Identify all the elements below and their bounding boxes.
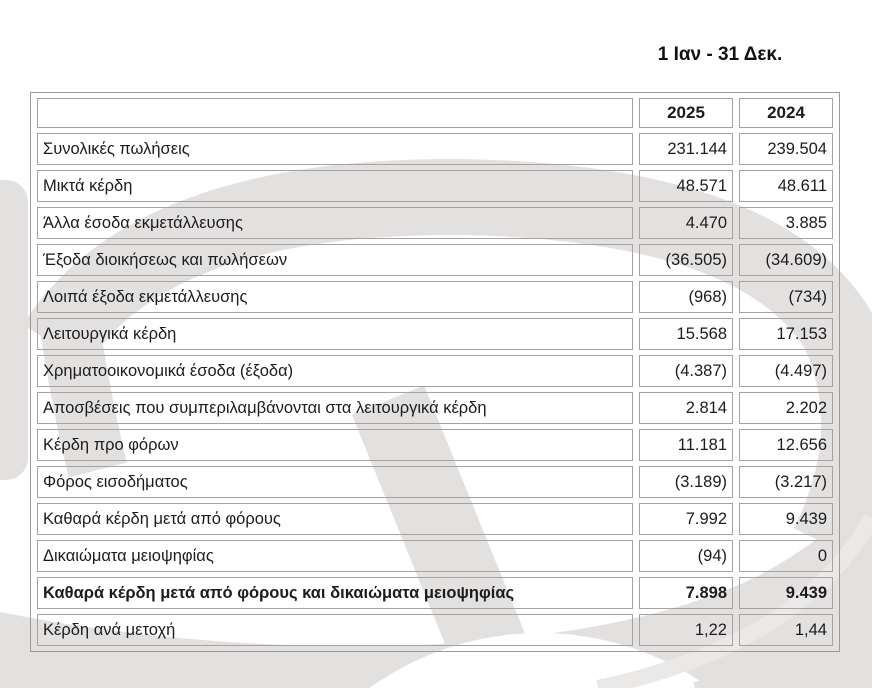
row-label: Δικαιώματα μειοψηφίας [37, 540, 633, 572]
table-row [37, 244, 833, 276]
value-2025: 231.144 [639, 133, 733, 165]
header-year-2024: 2024 [739, 98, 833, 128]
row-label: Μικτά κέρδη [37, 170, 633, 202]
value-2025: 1,22 [639, 614, 733, 646]
value-2024: 9.439 [739, 503, 833, 535]
value-2025: (4.387) [639, 355, 733, 387]
table-row [37, 429, 833, 461]
value-2025: 15.568 [639, 318, 733, 350]
value-2024: 12.656 [739, 429, 833, 461]
row-label: Αποσβέσεις που συμπεριλαμβάνονται στα λειτουργικά κέρδη [37, 392, 633, 424]
row-label: Φόρος εισοδήματος [37, 466, 633, 498]
table-row [37, 170, 833, 202]
table-body [37, 133, 833, 646]
value-2025: 4.470 [639, 207, 733, 239]
value-2024: (3.217) [739, 466, 833, 498]
value-2024: (4.497) [739, 355, 833, 387]
table-header-row [37, 98, 833, 128]
value-2024: (734) [739, 281, 833, 313]
row-label: Λοιπά έξοδα εκμετάλλευσης [37, 281, 633, 313]
table-row [37, 355, 833, 387]
value-2025: 7.898 [639, 577, 733, 609]
table-row [37, 207, 833, 239]
value-2025: (36.505) [639, 244, 733, 276]
value-2025: 2.814 [639, 392, 733, 424]
value-2025: (3.189) [639, 466, 733, 498]
row-label: Χρηματοοικονομικά έσοδα (έξοδα) [37, 355, 633, 387]
row-label: Άλλα έσοδα εκμετάλλευσης [37, 207, 633, 239]
value-2024: (34.609) [739, 244, 833, 276]
table-row [37, 133, 833, 165]
value-2024: 0 [739, 540, 833, 572]
table-row [37, 466, 833, 498]
table-row [37, 392, 833, 424]
value-2024: 1,44 [739, 614, 833, 646]
table-row [37, 614, 833, 646]
value-2024: 48.611 [739, 170, 833, 202]
table-row [37, 540, 833, 572]
period-title: 1 Ιαν - 31 Δεκ. [657, 44, 783, 65]
value-2024: 2.202 [739, 392, 833, 424]
row-label: Λειτουργικά κέρδη [37, 318, 633, 350]
row-label: Συνολικές πωλήσεις [37, 133, 633, 165]
value-2024: 9.439 [739, 577, 833, 609]
table-row [37, 503, 833, 535]
income-statement-table [30, 92, 840, 652]
row-label: Καθαρά κέρδη μετά από φόρους [37, 503, 633, 535]
value-2025: 11.181 [639, 429, 733, 461]
table-row [37, 318, 833, 350]
value-2025: 48.571 [639, 170, 733, 202]
row-label: Έξοδα διοικήσεως και πωλήσεων [37, 244, 633, 276]
row-label: Καθαρά κέρδη μετά από φόρους και δικαιώματα μειοψηφίας [37, 577, 633, 609]
value-2025: (968) [639, 281, 733, 313]
header-year-2025: 2025 [639, 98, 733, 128]
value-2025: 7.992 [639, 503, 733, 535]
header-empty-cell [37, 98, 633, 128]
value-2025: (94) [639, 540, 733, 572]
value-2024: 239.504 [739, 133, 833, 165]
table-row [37, 577, 833, 609]
value-2024: 3.885 [739, 207, 833, 239]
row-label: Κέρδη προ φόρων [37, 429, 633, 461]
table-row [37, 281, 833, 313]
row-label: Κέρδη ανά μετοχή [37, 614, 633, 646]
value-2024: 17.153 [739, 318, 833, 350]
